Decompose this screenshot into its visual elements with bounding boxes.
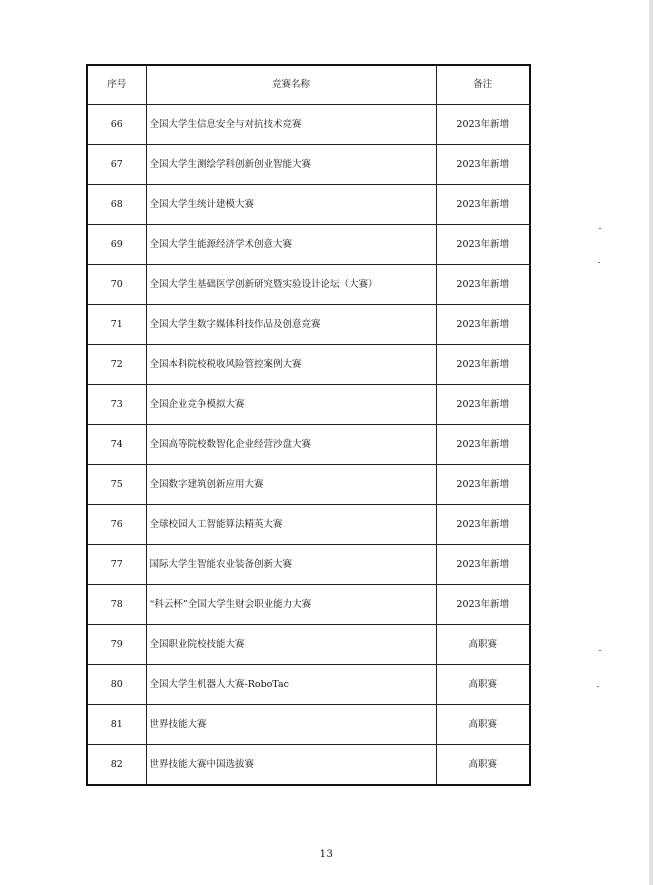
row-name: “科云杯”全国大学生财会职业能力大赛	[146, 585, 436, 625]
row-name: 全国大学生信息安全与对抗技术竞赛	[146, 105, 436, 145]
row-number: 66	[87, 105, 146, 145]
row-name: 全球校园人工智能算法精英大赛	[146, 505, 436, 545]
row-name: 全国大学生统计建模大赛	[146, 185, 436, 225]
row-name: 全国本科院校税收风险管控案例大赛	[146, 345, 436, 385]
table-row	[87, 345, 530, 385]
row-name: 国际大学生智能农业装备创新大赛	[146, 545, 436, 585]
table-row	[87, 225, 530, 265]
row-name: 全国职业院校技能大赛	[146, 625, 436, 665]
scan-speck	[597, 686, 599, 687]
competition-table	[86, 64, 531, 786]
table-row	[87, 425, 530, 465]
row-note: 2023年新增	[436, 585, 530, 625]
header-name: 竞赛名称	[146, 65, 436, 105]
row-note: 高职赛	[436, 665, 530, 705]
row-note: 2023年新增	[436, 225, 530, 265]
row-name: 全国大学生测绘学科创新创业智能大赛	[146, 145, 436, 185]
table-row	[87, 185, 530, 225]
row-note: 2023年新增	[436, 105, 530, 145]
table-row	[87, 145, 530, 185]
table-row	[87, 305, 530, 345]
table-row	[87, 665, 530, 705]
header-number: 序号	[87, 65, 146, 105]
table-row	[87, 545, 530, 585]
table-row	[87, 105, 530, 145]
row-number: 71	[87, 305, 146, 345]
row-name: 全国大学生基础医学创新研究暨实验设计论坛（大赛）	[146, 265, 436, 305]
table-row	[87, 265, 530, 305]
row-number: 67	[87, 145, 146, 185]
scan-speck	[598, 262, 600, 263]
row-number: 69	[87, 225, 146, 265]
row-number: 78	[87, 585, 146, 625]
scan-speck	[599, 228, 601, 229]
table-header-row	[87, 65, 530, 105]
header-note: 备注	[436, 65, 530, 105]
row-name: 全国高等院校数智化企业经营沙盘大赛	[146, 425, 436, 465]
row-name: 全国大学生数字媒体科技作品及创意竞赛	[146, 305, 436, 345]
table-row	[87, 625, 530, 665]
row-name: 全国大学生机器人大赛-RoboTac	[146, 665, 436, 705]
row-note: 2023年新增	[436, 465, 530, 505]
row-note: 高职赛	[436, 705, 530, 745]
row-note: 2023年新增	[436, 305, 530, 345]
page-edge	[649, 0, 653, 885]
row-note: 2023年新增	[436, 265, 530, 305]
row-note: 2023年新增	[436, 385, 530, 425]
scan-speck	[599, 650, 601, 651]
row-note: 2023年新增	[436, 505, 530, 545]
row-number: 80	[87, 665, 146, 705]
row-number: 81	[87, 705, 146, 745]
table-row	[87, 505, 530, 545]
row-note: 2023年新增	[436, 545, 530, 585]
table-row	[87, 585, 530, 625]
row-note: 高职赛	[436, 625, 530, 665]
table-row	[87, 385, 530, 425]
page-number: 13	[319, 849, 334, 860]
row-number: 70	[87, 265, 146, 305]
table-row	[87, 705, 530, 745]
row-number: 68	[87, 185, 146, 225]
table-row	[87, 465, 530, 505]
row-note: 2023年新增	[436, 185, 530, 225]
row-name: 全国数字建筑创新应用大赛	[146, 465, 436, 505]
row-name: 全国大学生能源经济学术创意大赛	[146, 225, 436, 265]
table-row	[87, 745, 530, 786]
row-number: 74	[87, 425, 146, 465]
row-number: 79	[87, 625, 146, 665]
row-note: 高职赛	[436, 745, 530, 786]
row-note: 2023年新增	[436, 425, 530, 465]
row-number: 77	[87, 545, 146, 585]
row-number: 76	[87, 505, 146, 545]
row-number: 82	[87, 745, 146, 786]
row-number: 73	[87, 385, 146, 425]
row-note: 2023年新增	[436, 345, 530, 385]
row-number: 72	[87, 345, 146, 385]
row-note: 2023年新增	[436, 145, 530, 185]
row-name: 世界技能大赛中国选拔赛	[146, 745, 436, 786]
row-name: 全国企业竞争模拟大赛	[146, 385, 436, 425]
row-name: 世界技能大赛	[146, 705, 436, 745]
row-number: 75	[87, 465, 146, 505]
